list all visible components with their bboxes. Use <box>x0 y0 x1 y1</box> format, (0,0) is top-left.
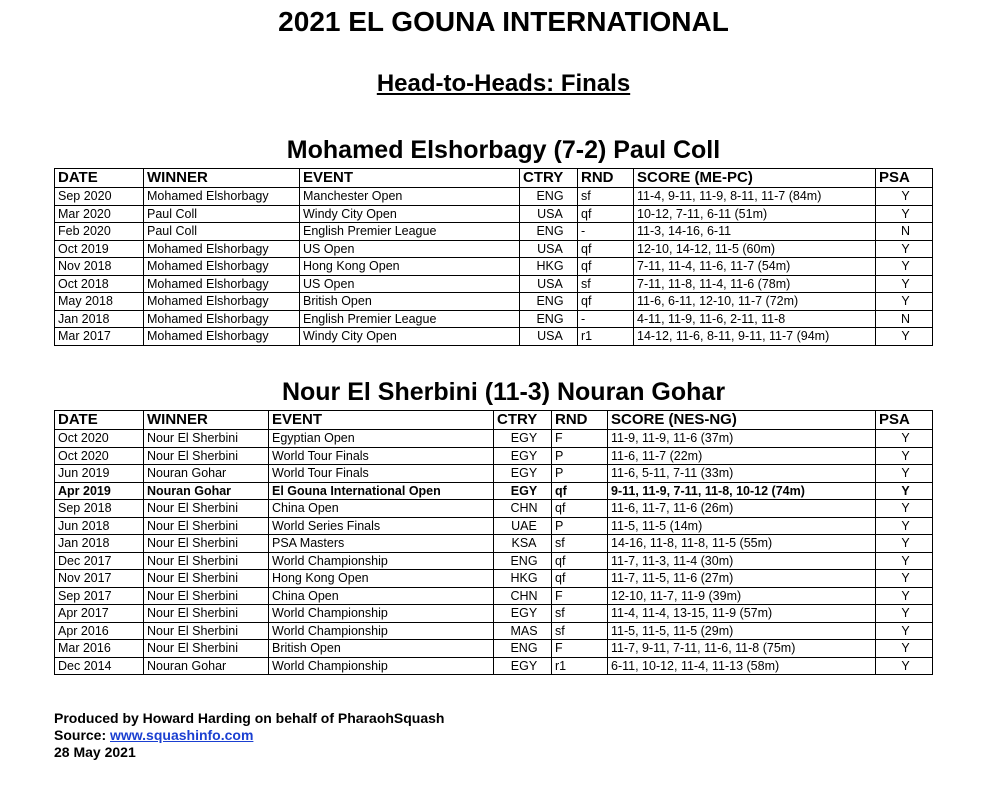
page-subtitle: Head-to-Heads: Finals <box>376 70 631 97</box>
column-header-country: CTRY <box>520 169 578 188</box>
cell-round: - <box>578 223 634 241</box>
cell-winner: Mohamed Elshorbagy <box>144 328 300 346</box>
column-header-date: DATE <box>55 411 144 430</box>
cell-date: Apr 2016 <box>55 622 144 640</box>
table-row <box>55 552 933 570</box>
h2h-table-1 <box>54 168 933 346</box>
cell-psa: Y <box>876 240 933 258</box>
cell-winner: Nour El Sherbini <box>144 500 269 518</box>
cell-event: World Tour Finals <box>269 465 494 483</box>
cell-winner: Mohamed Elshorbagy <box>144 258 300 276</box>
column-header-round: RND <box>578 169 634 188</box>
cell-country: USA <box>520 328 578 346</box>
cell-psa: Y <box>876 517 933 535</box>
cell-winner: Mohamed Elshorbagy <box>144 293 300 311</box>
cell-date: Nov 2018 <box>55 258 144 276</box>
cell-score: 7-11, 11-4, 11-6, 11-7 (54m) <box>634 258 876 276</box>
cell-event: World Championship <box>269 622 494 640</box>
cell-date: Jan 2018 <box>55 535 144 553</box>
cell-date: Dec 2014 <box>55 657 144 675</box>
cell-winner: Nouran Gohar <box>144 657 269 675</box>
table-row <box>55 570 933 588</box>
cell-round: qf <box>578 205 634 223</box>
cell-event: China Open <box>269 500 494 518</box>
cell-event: Windy City Open <box>300 205 520 223</box>
cell-date: Jun 2018 <box>55 517 144 535</box>
cell-round: P <box>552 447 608 465</box>
table-row <box>55 587 933 605</box>
cell-event: Hong Kong Open <box>300 258 520 276</box>
cell-event: World Championship <box>269 605 494 623</box>
cell-score: 6-11, 10-12, 11-4, 11-13 (58m) <box>608 657 876 675</box>
cell-date: Oct 2019 <box>55 240 144 258</box>
cell-event: Windy City Open <box>300 328 520 346</box>
cell-psa: Y <box>876 500 933 518</box>
cell-date: Apr 2019 <box>55 482 144 500</box>
cell-event: English Premier League <box>300 310 520 328</box>
cell-psa: Y <box>876 552 933 570</box>
cell-date: Mar 2017 <box>55 328 144 346</box>
cell-country: USA <box>520 240 578 258</box>
cell-date: Jan 2018 <box>55 310 144 328</box>
cell-event: World Series Finals <box>269 517 494 535</box>
cell-score: 11-7, 9-11, 7-11, 11-6, 11-8 (75m) <box>608 640 876 658</box>
source-line <box>54 727 444 744</box>
cell-winner: Paul Coll <box>144 205 300 223</box>
cell-score: 11-5, 11-5 (14m) <box>608 517 876 535</box>
cell-date: May 2018 <box>55 293 144 311</box>
cell-country: EGY <box>494 447 552 465</box>
cell-psa: Y <box>876 622 933 640</box>
cell-date: Oct 2020 <box>55 447 144 465</box>
matchup-title-1: Mohamed Elshorbagy (7-2) Paul Coll <box>286 136 721 164</box>
page-title: 2021 EL GOUNA INTERNATIONAL <box>278 6 729 37</box>
cell-event: World Tour Finals <box>269 447 494 465</box>
table-row <box>55 535 933 553</box>
cell-country: CHN <box>494 587 552 605</box>
column-header-event: EVENT <box>300 169 520 188</box>
cell-date: Jun 2019 <box>55 465 144 483</box>
cell-score: 4-11, 11-9, 11-6, 2-11, 11-8 <box>634 310 876 328</box>
cell-event: Hong Kong Open <box>269 570 494 588</box>
cell-winner: Nour El Sherbini <box>144 430 269 448</box>
cell-country: EGY <box>494 430 552 448</box>
cell-country: KSA <box>494 535 552 553</box>
table-row <box>55 205 933 223</box>
cell-score: 11-7, 11-5, 11-6 (27m) <box>608 570 876 588</box>
cell-round: sf <box>552 622 608 640</box>
cell-round: sf <box>578 275 634 293</box>
cell-psa: Y <box>876 328 933 346</box>
cell-event: US Open <box>300 240 520 258</box>
table-row <box>55 275 933 293</box>
cell-round: - <box>578 310 634 328</box>
cell-event: World Championship <box>269 657 494 675</box>
cell-round: sf <box>552 535 608 553</box>
cell-round: qf <box>552 552 608 570</box>
table-row <box>55 310 933 328</box>
table-row <box>55 328 933 346</box>
table-row <box>55 465 933 483</box>
cell-event: Egyptian Open <box>269 430 494 448</box>
cell-round: qf <box>552 570 608 588</box>
cell-score: 11-9, 11-9, 11-6 (37m) <box>608 430 876 448</box>
cell-country: ENG <box>520 293 578 311</box>
cell-event: World Championship <box>269 552 494 570</box>
cell-winner: Nour El Sherbini <box>144 535 269 553</box>
cell-country: HKG <box>520 258 578 276</box>
cell-country: UAE <box>494 517 552 535</box>
cell-psa: N <box>876 310 933 328</box>
footer-date: 28 May 2021 <box>54 744 136 760</box>
cell-winner: Nour El Sherbini <box>144 622 269 640</box>
cell-score: 11-6, 6-11, 12-10, 11-7 (72m) <box>634 293 876 311</box>
cell-country: MAS <box>494 622 552 640</box>
cell-winner: Nour El Sherbini <box>144 640 269 658</box>
cell-event: US Open <box>300 275 520 293</box>
table-row <box>55 240 933 258</box>
cell-event: El Gouna International Open <box>269 482 494 500</box>
cell-country: USA <box>520 205 578 223</box>
cell-winner: Mohamed Elshorbagy <box>144 310 300 328</box>
source-label: Source: <box>54 727 111 743</box>
cell-date: Mar 2020 <box>55 205 144 223</box>
cell-psa: Y <box>876 640 933 658</box>
table-row <box>55 482 933 500</box>
column-header-round: RND <box>552 411 608 430</box>
cell-round: sf <box>552 605 608 623</box>
column-header-winner: WINNER <box>144 411 269 430</box>
cell-country: EGY <box>494 482 552 500</box>
column-header-event: EVENT <box>269 411 494 430</box>
column-header-score: SCORE (ME-PC) <box>634 169 876 188</box>
cell-winner: Nour El Sherbini <box>144 517 269 535</box>
table-header-row <box>55 169 933 188</box>
footer <box>54 710 444 761</box>
cell-date: Mar 2016 <box>55 640 144 658</box>
cell-winner: Nour El Sherbini <box>144 587 269 605</box>
cell-psa: Y <box>876 535 933 553</box>
cell-psa: Y <box>876 188 933 206</box>
cell-winner: Mohamed Elshorbagy <box>144 275 300 293</box>
cell-country: ENG <box>494 640 552 658</box>
cell-round: F <box>552 640 608 658</box>
cell-score: 11-4, 11-4, 13-15, 11-9 (57m) <box>608 605 876 623</box>
cell-date: Apr 2017 <box>55 605 144 623</box>
cell-country: EGY <box>494 657 552 675</box>
cell-country: EGY <box>494 465 552 483</box>
cell-round: qf <box>552 482 608 500</box>
table-row <box>55 517 933 535</box>
cell-round: F <box>552 430 608 448</box>
cell-score: 11-5, 11-5, 11-5 (29m) <box>608 622 876 640</box>
cell-date: Sep 2018 <box>55 500 144 518</box>
cell-psa: Y <box>876 605 933 623</box>
table-row <box>55 605 933 623</box>
cell-event: Manchester Open <box>300 188 520 206</box>
column-header-country: CTRY <box>494 411 552 430</box>
cell-date: Sep 2017 <box>55 587 144 605</box>
cell-winner: Nour El Sherbini <box>144 570 269 588</box>
cell-psa: Y <box>876 657 933 675</box>
cell-psa: Y <box>876 293 933 311</box>
cell-event: British Open <box>269 640 494 658</box>
cell-round: r1 <box>578 328 634 346</box>
cell-country: HKG <box>494 570 552 588</box>
cell-date: Oct 2018 <box>55 275 144 293</box>
h2h-table-2 <box>54 410 933 675</box>
cell-event: English Premier League <box>300 223 520 241</box>
cell-date: Sep 2020 <box>55 188 144 206</box>
cell-winner: Mohamed Elshorbagy <box>144 240 300 258</box>
matchup-title-2: Nour El Sherbini (11-3) Nouran Gohar <box>281 378 726 406</box>
cell-psa: Y <box>876 258 933 276</box>
table-header-row <box>55 411 933 430</box>
cell-score: 14-12, 11-6, 8-11, 9-11, 11-7 (94m) <box>634 328 876 346</box>
cell-date: Feb 2020 <box>55 223 144 241</box>
cell-round: sf <box>578 188 634 206</box>
cell-round: F <box>552 587 608 605</box>
cell-psa: Y <box>876 570 933 588</box>
cell-score: 11-6, 11-7 (22m) <box>608 447 876 465</box>
cell-winner: Nour El Sherbini <box>144 552 269 570</box>
cell-event: PSA Masters <box>269 535 494 553</box>
column-header-score: SCORE (NES-NG) <box>608 411 876 430</box>
cell-winner: Nour El Sherbini <box>144 605 269 623</box>
table-row <box>55 447 933 465</box>
cell-winner: Paul Coll <box>144 223 300 241</box>
cell-psa: Y <box>876 482 933 500</box>
table-row <box>55 622 933 640</box>
cell-event: China Open <box>269 587 494 605</box>
table-row <box>55 258 933 276</box>
cell-country: ENG <box>494 552 552 570</box>
column-header-psa: PSA <box>876 169 933 188</box>
table-row <box>55 657 933 675</box>
cell-round: qf <box>578 293 634 311</box>
cell-score: 11-7, 11-3, 11-4 (30m) <box>608 552 876 570</box>
produced-by-text: Produced by Howard Harding on behalf of PharaohSquash <box>54 710 445 726</box>
cell-winner: Mohamed Elshorbagy <box>144 188 300 206</box>
cell-score: 11-3, 14-16, 6-11 <box>634 223 876 241</box>
cell-psa: Y <box>876 465 933 483</box>
cell-psa: Y <box>876 587 933 605</box>
cell-score: 11-6, 5-11, 7-11 (33m) <box>608 465 876 483</box>
cell-winner: Nouran Gohar <box>144 465 269 483</box>
cell-round: qf <box>552 500 608 518</box>
cell-country: ENG <box>520 188 578 206</box>
column-header-psa: PSA <box>876 411 933 430</box>
cell-round: qf <box>578 258 634 276</box>
cell-country: ENG <box>520 310 578 328</box>
cell-score: 7-11, 11-8, 11-4, 11-6 (78m) <box>634 275 876 293</box>
table-row <box>55 188 933 206</box>
cell-round: P <box>552 517 608 535</box>
cell-winner: Nour El Sherbini <box>144 447 269 465</box>
cell-country: ENG <box>520 223 578 241</box>
cell-psa: Y <box>876 275 933 293</box>
cell-round: qf <box>578 240 634 258</box>
cell-date: Oct 2020 <box>55 430 144 448</box>
table-row <box>55 640 933 658</box>
cell-score: 12-10, 14-12, 11-5 (60m) <box>634 240 876 258</box>
cell-country: EGY <box>494 605 552 623</box>
cell-country: CHN <box>494 500 552 518</box>
cell-round: r1 <box>552 657 608 675</box>
cell-score: 12-10, 11-7, 11-9 (39m) <box>608 587 876 605</box>
cell-score: 14-16, 11-8, 11-8, 11-5 (55m) <box>608 535 876 553</box>
cell-round: P <box>552 465 608 483</box>
cell-psa: Y <box>876 430 933 448</box>
column-header-date: DATE <box>55 169 144 188</box>
source-link[interactable]: www.squashinfo.com <box>110 727 254 743</box>
cell-event: British Open <box>300 293 520 311</box>
cell-score: 9-11, 11-9, 7-11, 11-8, 10-12 (74m) <box>608 482 876 500</box>
table-row <box>55 500 933 518</box>
cell-date: Nov 2017 <box>55 570 144 588</box>
table-row <box>55 223 933 241</box>
cell-country: USA <box>520 275 578 293</box>
cell-score: 10-12, 7-11, 6-11 (51m) <box>634 205 876 223</box>
column-header-winner: WINNER <box>144 169 300 188</box>
cell-psa: Y <box>876 447 933 465</box>
cell-winner: Nouran Gohar <box>144 482 269 500</box>
cell-score: 11-6, 11-7, 11-6 (26m) <box>608 500 876 518</box>
cell-score: 11-4, 9-11, 11-9, 8-11, 11-7 (84m) <box>634 188 876 206</box>
cell-psa: N <box>876 223 933 241</box>
table-row <box>55 293 933 311</box>
cell-psa: Y <box>876 205 933 223</box>
cell-date: Dec 2017 <box>55 552 144 570</box>
table-row <box>55 430 933 448</box>
